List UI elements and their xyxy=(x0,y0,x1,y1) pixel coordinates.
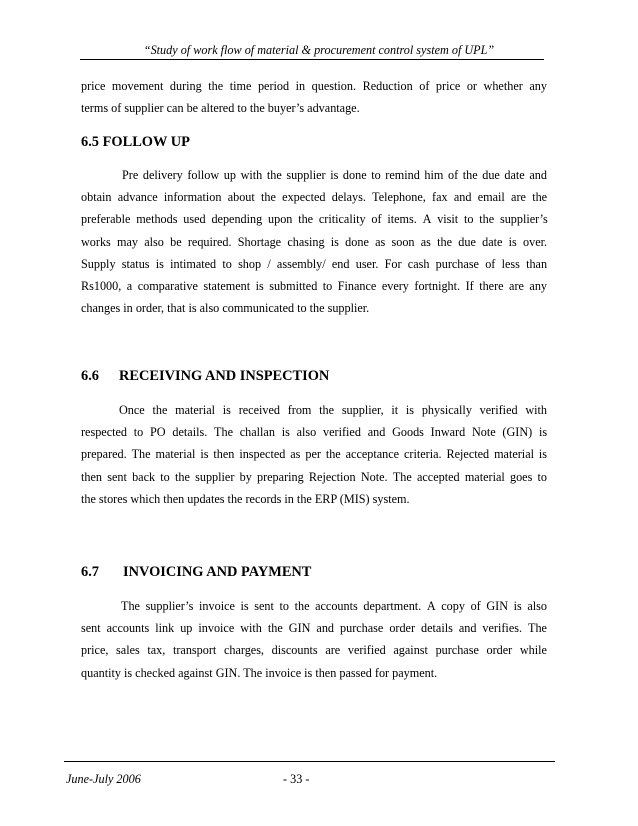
receiving-paragraph xyxy=(81,399,547,510)
paragraph-line: terms of supplier can be altered to the buyer’s advantage. xyxy=(81,101,360,116)
paragraph-line: obtain advance information about the expected delays. Telephone, fax and email are the xyxy=(81,190,548,205)
paragraph-line: sent accounts link up invoice with the GIN and purchase order details and verifies. The xyxy=(81,621,547,636)
paragraph-line: works may also be required. Shortage chasing is done as soon as the due date is over. xyxy=(81,234,548,249)
paragraph-line: Supply status is intimated to shop / assembly/ end user. For cash purchase of less than xyxy=(81,256,548,271)
footer-rule xyxy=(64,761,555,762)
paragraph-line: The supplier’s invoice is sent to the accounts department. A copy of GIN is also xyxy=(121,599,548,613)
paragraph-line: respected to PO details. The challan is also verified and Goods Inward Note (GIN) is xyxy=(81,425,548,440)
intro-paragraph xyxy=(81,75,547,119)
page-number: - 33 - xyxy=(283,772,310,786)
follow-up-paragraph xyxy=(81,164,547,319)
header-rule xyxy=(80,59,544,60)
section-title: RECEIVING AND INSPECTION xyxy=(119,368,330,384)
invoicing-paragraph xyxy=(81,595,547,684)
paragraph-line: changes in order, that is also communicated to the supplier. xyxy=(81,301,370,316)
section-title: FOLLOW UP xyxy=(102,134,190,150)
paragraph-line: price, sales tax, transport charges, discounts are verified against purchase order while xyxy=(81,643,547,658)
running-header-title: “Study of work flow of material & procurement control system of UPL” xyxy=(143,43,495,57)
section-heading-receiving-and-inspection xyxy=(81,367,329,385)
paragraph-line: quantity is checked against GIN. The invoice is then passed for payment. xyxy=(81,665,438,680)
section-number: 6.5 xyxy=(81,134,99,150)
paragraph-line: Pre delivery follow up with the supplier is done to remind him of the due date and xyxy=(122,168,547,182)
paragraph-line: the stores which then updates the records in the ERP (MIS) system. xyxy=(81,491,410,506)
footer-date: June-July 2006 xyxy=(66,772,141,786)
paragraph-line: prepared. The material is then inspected as per the acceptance criteria. Rejected material is xyxy=(81,447,548,462)
paragraph-line: preferable methods used depending upon the criticality of items. A visit to the supplier’s xyxy=(81,212,548,227)
section-heading-follow-up xyxy=(81,133,190,151)
section-heading-invoicing-and-payment xyxy=(81,563,311,581)
paragraph-line: then sent back to the supplier by preparing Rejection Note. The accepted material goes to xyxy=(81,469,548,484)
section-title: INVOICING AND PAYMENT xyxy=(123,564,312,580)
section-number: 6.7 xyxy=(81,564,99,580)
section-number: 6.6 xyxy=(81,368,99,384)
paragraph-line: Once the material is received from the supplier, it is physically verified with xyxy=(119,403,547,417)
paragraph-line: price movement during the time period in question. Reduction of price or whether any xyxy=(81,79,547,93)
paragraph-line: Rs1000, a comparative statement is submitted to Finance every fortnight. If there are any xyxy=(81,279,548,294)
